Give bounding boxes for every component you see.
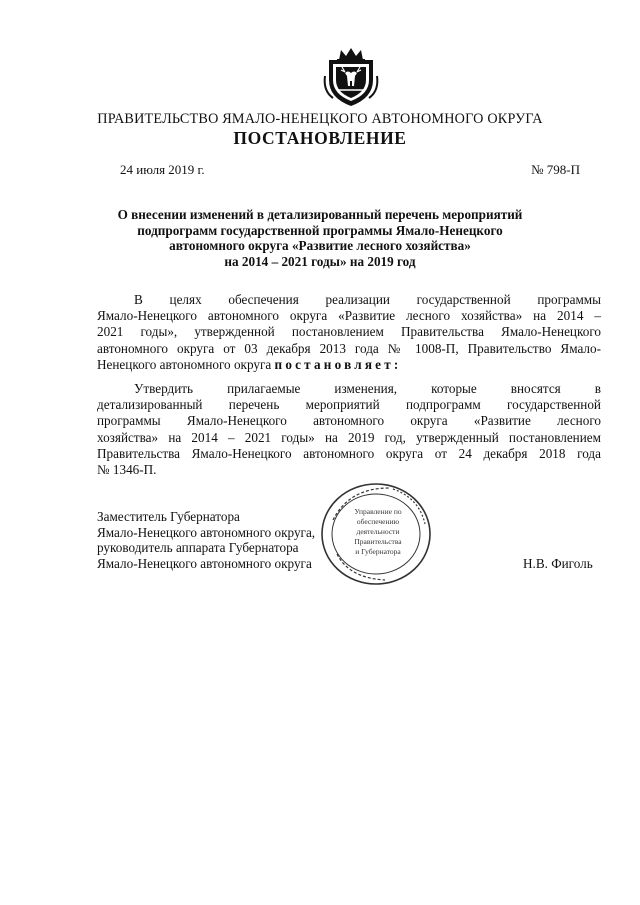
paragraph-line: 2021 годы», утвержденной постановлением Правительства Ямало-Ненецкого: [97, 324, 601, 340]
decree-word: постановляет:: [274, 356, 402, 372]
government-name: ПРАВИТЕЛЬСТВО ЯМАЛО-НЕНЕЦКОГО АВТОНОМНОГО ОКРУГА: [97, 111, 543, 127]
coat-of-arms-emblem: [323, 46, 379, 108]
paragraph-line: [97, 357, 601, 373]
decision-paragraph: [97, 381, 601, 478]
position-line: Заместитель Губернатора: [97, 509, 240, 524]
stamp-line: обеспечению: [356, 517, 400, 526]
paragraph-line: программы Ямало-Ненецкого автономного округа «Развитие лесного: [97, 413, 601, 429]
position-line: Ямало-Ненецкого автономного округа: [97, 555, 312, 571]
document-number: № 798-П: [531, 162, 580, 177]
title-line: О внесении изменений в детализированный перечень мероприятий: [117, 207, 523, 222]
position-line: руководитель аппарата Губернатора: [97, 540, 299, 556]
position-line: Ямало-Ненецкого автономного округа,: [97, 524, 316, 540]
paragraph-line: Утвердить прилагаемые изменения, которые вносятся в: [134, 381, 601, 396]
paragraph-line-text: Ненецкого автономного округа: [97, 356, 272, 372]
document-type: ПОСТАНОВЛЕНИЕ: [233, 128, 407, 148]
document-date: 24 июля 2019 г.: [120, 162, 205, 177]
stamp-line: Управление по: [354, 507, 402, 516]
stamp-line: и Губернатора: [355, 547, 401, 556]
paragraph-line: Ямало-Ненецкого автономного округа «Развитие лесного хозяйства» на 2014 –: [97, 308, 601, 324]
signatory-name: Н.В. Фиголь: [523, 556, 593, 571]
document-title: [90, 207, 550, 269]
signatory-position: [97, 509, 315, 571]
paragraph-line: Правительства Ямало-Ненецкого автономного округа от 24 декабря 2018 года: [97, 445, 601, 461]
paragraph-line: автономного округа от 03 декабря 2013 года № 1008-П, Правительство Ямало-: [97, 340, 601, 356]
paragraph-line: № 1346-П.: [97, 461, 157, 477]
title-line: на 2014 – 2021 годы» на 2019 год: [224, 253, 416, 269]
stamp-line: деятельности: [356, 527, 400, 536]
paragraph-line: хозяйства» на 2014 – 2021 годы» на 2019 год, утвержденный постановлением: [97, 429, 601, 445]
official-stamp: [319, 480, 433, 588]
paragraph-line: В целях обеспечения реализации государственной программы: [134, 292, 601, 307]
title-line: подпрограмм государственной программы Ямало-Ненецкого: [137, 222, 503, 238]
title-line: автономного округа «Развитие лесного хозяйства»: [169, 238, 471, 254]
preamble-paragraph: [97, 292, 601, 373]
paragraph-line: детализированный перечень мероприятий подпрограмм государственной: [97, 397, 601, 413]
stamp-line: Правительства: [354, 537, 402, 546]
